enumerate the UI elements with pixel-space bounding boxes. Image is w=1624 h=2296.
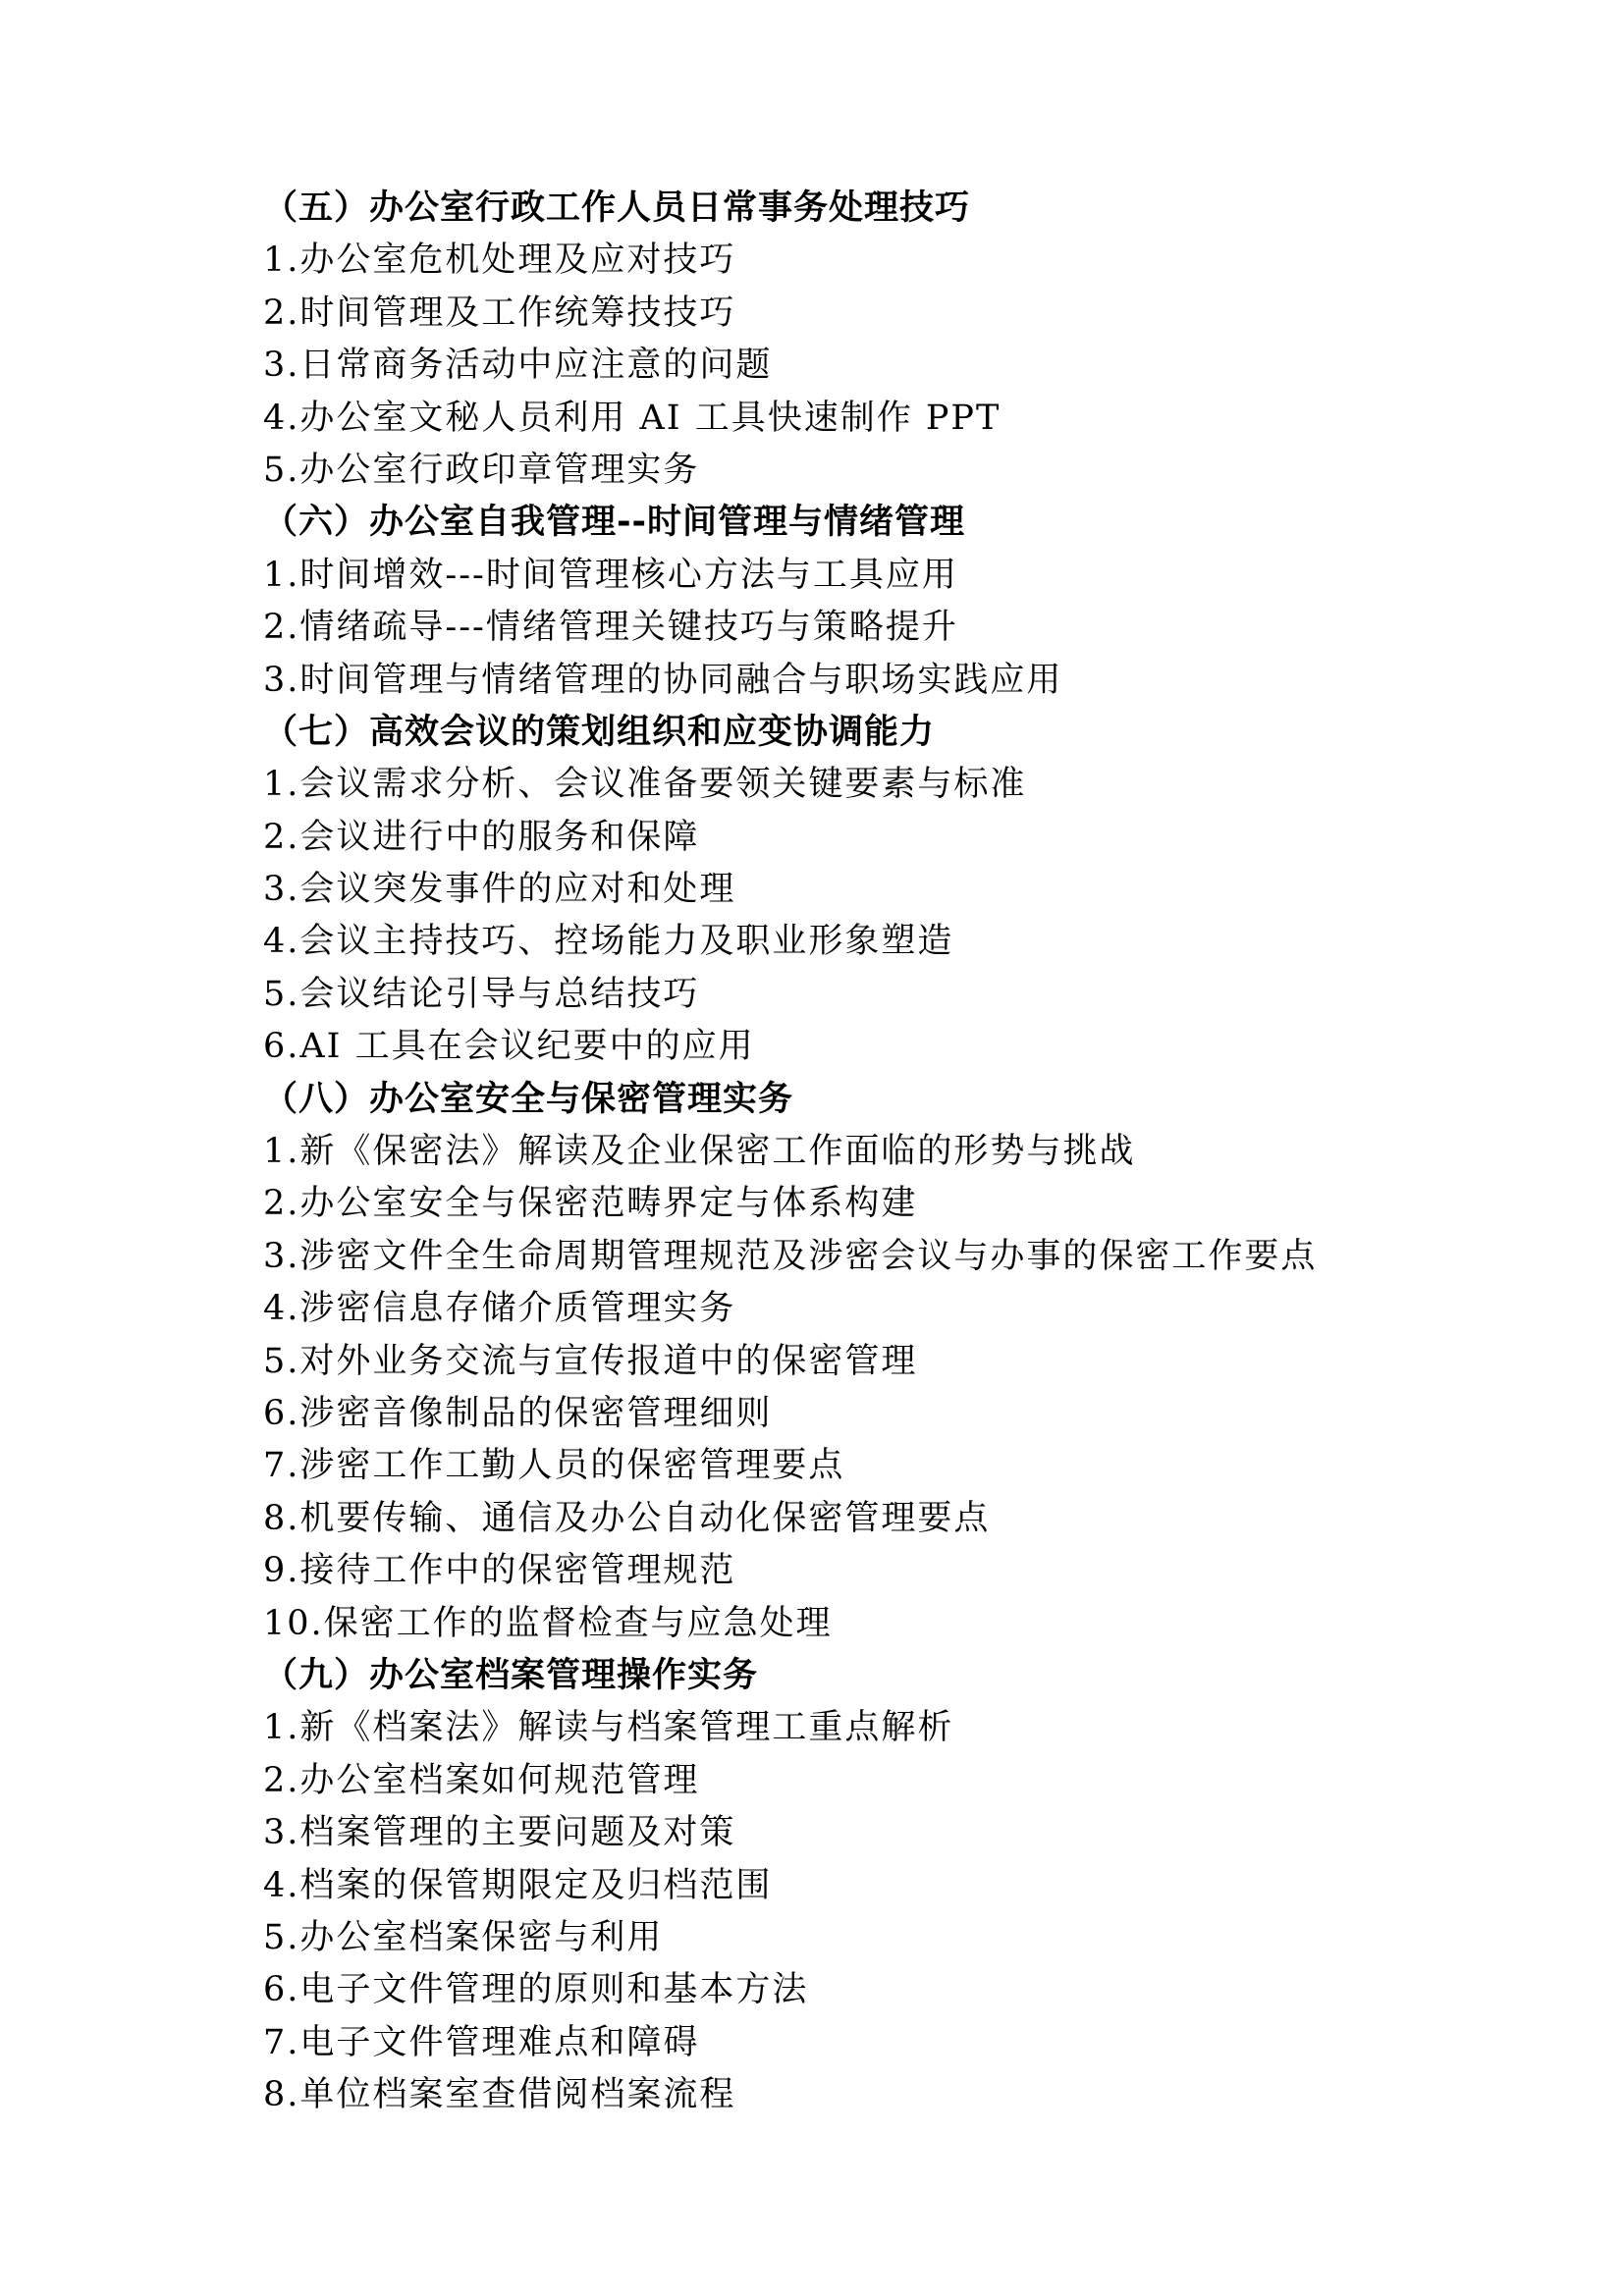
list-item: 6.AI 工具在会议纪要中的应用 — [263, 1027, 755, 1067]
list-item: 3.档案管理的主要问题及对策 — [263, 1813, 736, 1853]
section-heading: （八）办公室安全与保密管理实务 — [263, 1079, 794, 1119]
list-item: 7.电子文件管理难点和障碍 — [263, 2022, 700, 2062]
list-item: 5.会议结论引导与总结技巧 — [263, 974, 700, 1014]
list-item: 8.单位档案室查借阅档案流程 — [263, 2075, 736, 2115]
list-item: 2.时间管理及工作统筹技技巧 — [263, 293, 736, 333]
section-8 — [263, 1074, 1441, 1650]
section-7 — [263, 707, 1441, 1074]
section-6 — [263, 497, 1441, 707]
list-item: 2.办公室档案如何规范管理 — [263, 1760, 700, 1800]
list-item: 5.办公室行政印章管理实务 — [263, 450, 700, 490]
list-item: 7.涉密工作工勤人员的保密管理要点 — [263, 1446, 845, 1486]
list-item: 3.会议突发事件的应对和处理 — [263, 870, 736, 910]
list-item: 8.机要传输、通信及办公自动化保密管理要点 — [263, 1498, 991, 1538]
list-item: 1.新《档案法》解读与档案管理工重点解析 — [263, 1708, 954, 1748]
list-item: 4.档案的保管期限定及归档范围 — [263, 1865, 773, 1905]
section-heading: （五）办公室行政工作人员日常事务处理技巧 — [263, 188, 971, 228]
list-item: 1.会议需求分析、会议准备要领关键要素与标准 — [263, 765, 1027, 805]
list-item: 9.接待工作中的保密管理规范 — [263, 1551, 736, 1591]
section-9 — [263, 1650, 1441, 2122]
list-item: 2.办公室安全与保密范畴界定与体系构建 — [263, 1184, 918, 1224]
list-item: 5.办公室档案保密与利用 — [263, 1917, 664, 1957]
document-body — [263, 183, 1441, 2121]
list-item: 6.涉密音像制品的保密管理细则 — [263, 1393, 773, 1433]
list-item: 3.涉密文件全生命周期管理规范及涉密会议与办事的保密工作要点 — [263, 1236, 1318, 1276]
list-item: 2.会议进行中的服务和保障 — [263, 817, 700, 857]
list-item: 3.日常商务活动中应注意的问题 — [263, 346, 773, 386]
section-heading: （六）办公室自我管理--时间管理与情绪管理 — [263, 503, 966, 543]
list-item: 2.情绪疏导---情绪管理关键技巧与策略提升 — [263, 608, 958, 648]
list-item: 5.对外业务交流与宣传报道中的保密管理 — [263, 1341, 918, 1381]
list-item: 3.时间管理与情绪管理的协同融合与职场实践应用 — [263, 660, 1063, 700]
list-item: 4.会议主持技巧、控场能力及职业形象塑造 — [263, 922, 954, 962]
section-5 — [263, 183, 1441, 497]
list-item: 4.涉密信息存储介质管理实务 — [263, 1289, 736, 1329]
list-item: 10.保密工作的监督检查与应急处理 — [263, 1603, 833, 1643]
list-item: 4.办公室文秘人员利用 AI 工具快速制作 PPT — [263, 398, 1001, 438]
section-heading: （七）高效会议的策划组织和应变协调能力 — [263, 712, 936, 752]
list-item: 6.电子文件管理的原则和基本方法 — [263, 1970, 809, 2010]
list-item: 1.办公室危机处理及应对技巧 — [263, 240, 736, 281]
list-item: 1.时间增效---时间管理核心方法与工具应用 — [263, 555, 958, 595]
section-heading: （九）办公室档案管理操作实务 — [263, 1655, 759, 1695]
list-item: 1.新《保密法》解读及企业保密工作面临的形势与挑战 — [263, 1132, 1136, 1172]
